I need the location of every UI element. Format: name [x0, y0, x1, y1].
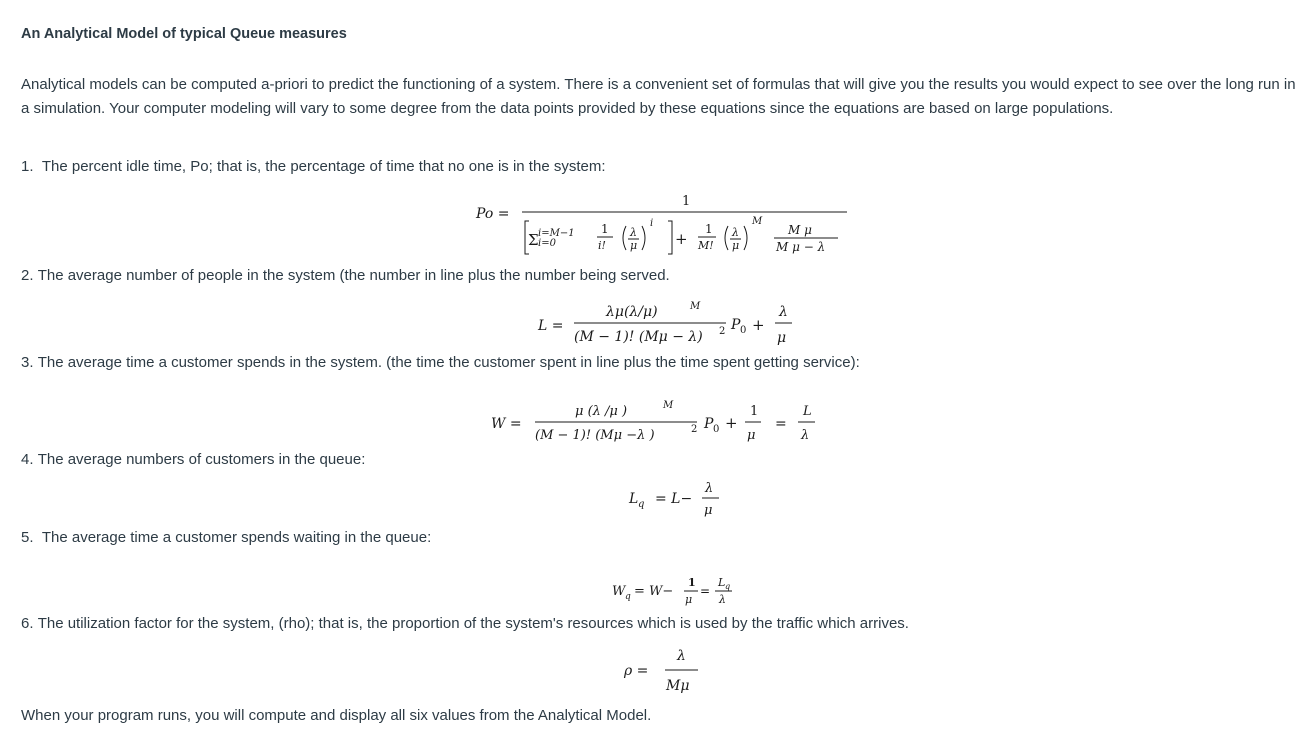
- lq-mu: μ: [704, 503, 713, 518]
- po-plus: +: [675, 230, 688, 248]
- item-number: 4.: [21, 451, 34, 468]
- w-numerator: μ (λ /μ ): [575, 404, 628, 419]
- wq-mu: μ: [685, 593, 693, 606]
- po-lambda: λ: [630, 226, 637, 239]
- po-one: 1: [601, 222, 609, 236]
- w-po: P: [704, 416, 714, 432]
- po-mmu-minus-lambda: M μ − λ: [776, 240, 826, 254]
- w-lambda: λ: [801, 428, 810, 443]
- rho-lhs: ρ =: [624, 663, 649, 679]
- po-formula: [470, 188, 860, 260]
- item-text: The average number of people in the system (the number in line plus the number being served.: [37, 267, 670, 284]
- l-exp: M: [690, 301, 701, 312]
- po-exp-i: i: [650, 218, 654, 229]
- page-title: An Analytical Model of typical Queue measures: [21, 26, 347, 42]
- w-sq: 2: [691, 424, 698, 435]
- l-plus: +: [752, 316, 765, 334]
- wq-lq-sub: q: [725, 582, 731, 591]
- l-mu: μ: [777, 330, 787, 346]
- po-mfact: M!: [698, 239, 714, 252]
- item-number: 1.: [21, 158, 34, 175]
- w-po-sub: 0: [713, 424, 720, 435]
- list-item-2: [21, 267, 670, 284]
- lq-lambda: λ: [705, 481, 714, 496]
- w-plus: +: [725, 414, 738, 432]
- item-text: The utilization factor for the system, (rho); that is, the proportion of the system's resources which is used by the traffic which arrives.: [37, 615, 909, 632]
- w-exp: M: [663, 400, 674, 411]
- wq-lambda: λ: [719, 593, 726, 606]
- item-text: The percent idle time, Po; that is, the percentage of time that no one is in the system:: [41, 158, 606, 175]
- w-mu: μ: [747, 428, 756, 443]
- sum-top: i=M−1: [538, 228, 575, 239]
- wq-lhs-sub: q: [625, 592, 631, 602]
- lq-lhs-sub: q: [638, 499, 645, 510]
- item-text: The average time a customer spends in the system. (the time the customer spent in line plus the time spent getting service):: [37, 354, 860, 371]
- list-item-6: [21, 615, 909, 632]
- l-lhs: L =: [538, 318, 564, 334]
- wq-lhs: W: [612, 584, 626, 599]
- wq-equals2: =: [700, 584, 711, 598]
- l-denominator: (M − 1)! (Mμ − λ): [574, 329, 703, 345]
- w-l: L: [803, 404, 812, 419]
- wq-equals: = W−: [634, 584, 674, 599]
- list-item-5: [21, 529, 431, 546]
- item-text: The average time a customer spends waiting in the queue:: [41, 529, 432, 546]
- svg-text:λ: λ: [732, 226, 739, 239]
- l-numerator: λμ(λ/μ): [606, 304, 658, 320]
- lq-equals: = L−: [655, 491, 693, 507]
- intro-paragraph: Analytical models can be computed a-priori to predict the functioning of a system. There is a convenient set of formulas that will give you the results you would expect to see over the long run in a simulation. Your computer modeling will vary to some degree from the data points provided by these equations since the equations are based on large populations.: [21, 76, 1296, 117]
- wq-one: 1: [688, 576, 696, 589]
- po-numerator: 1: [682, 194, 691, 209]
- sigma-symbol: Σ: [528, 231, 539, 249]
- w-lhs: W =: [491, 416, 522, 432]
- l-po-sub: 0: [740, 325, 747, 336]
- l-lambda: λ: [779, 304, 788, 320]
- list-item-1: [21, 158, 606, 175]
- lq-formula: [625, 478, 735, 522]
- wq-formula: [608, 570, 748, 610]
- svg-text:1: 1: [705, 222, 713, 236]
- w-denominator: (M − 1)! (Mμ −λ ): [535, 428, 655, 443]
- item-number: 2.: [21, 267, 34, 284]
- item-number: 6.: [21, 615, 34, 632]
- l-formula: [530, 296, 810, 352]
- po-mmu: M μ: [788, 223, 812, 237]
- l-sq: 2: [719, 326, 726, 337]
- closing-text: When your program runs, you will compute and display all six values from the Analytical Model.: [21, 707, 652, 724]
- po-mu: μ: [630, 239, 638, 252]
- item-number: 5.: [21, 529, 34, 546]
- po-exp-m: M: [752, 216, 763, 227]
- item-text: The average numbers of customers in the queue:: [37, 451, 366, 468]
- rho-formula: [620, 640, 720, 698]
- wq-lq: L: [718, 576, 726, 589]
- list-item-3: [21, 354, 860, 371]
- po-ifact: i!: [598, 239, 606, 252]
- list-item-4: [21, 451, 365, 468]
- svg-text:μ: μ: [732, 239, 740, 252]
- po-lhs: Po =: [476, 206, 510, 222]
- item-number: 3.: [21, 354, 34, 371]
- rho-denominator: Mμ: [666, 678, 690, 694]
- lq-lhs: L: [629, 491, 639, 507]
- w-one: 1: [750, 404, 759, 419]
- w-equals: =: [775, 416, 787, 432]
- w-formula: [485, 392, 835, 448]
- l-po: P: [731, 317, 741, 333]
- sum-bottom: i=0: [538, 238, 556, 249]
- rho-lambda: λ: [677, 648, 686, 664]
